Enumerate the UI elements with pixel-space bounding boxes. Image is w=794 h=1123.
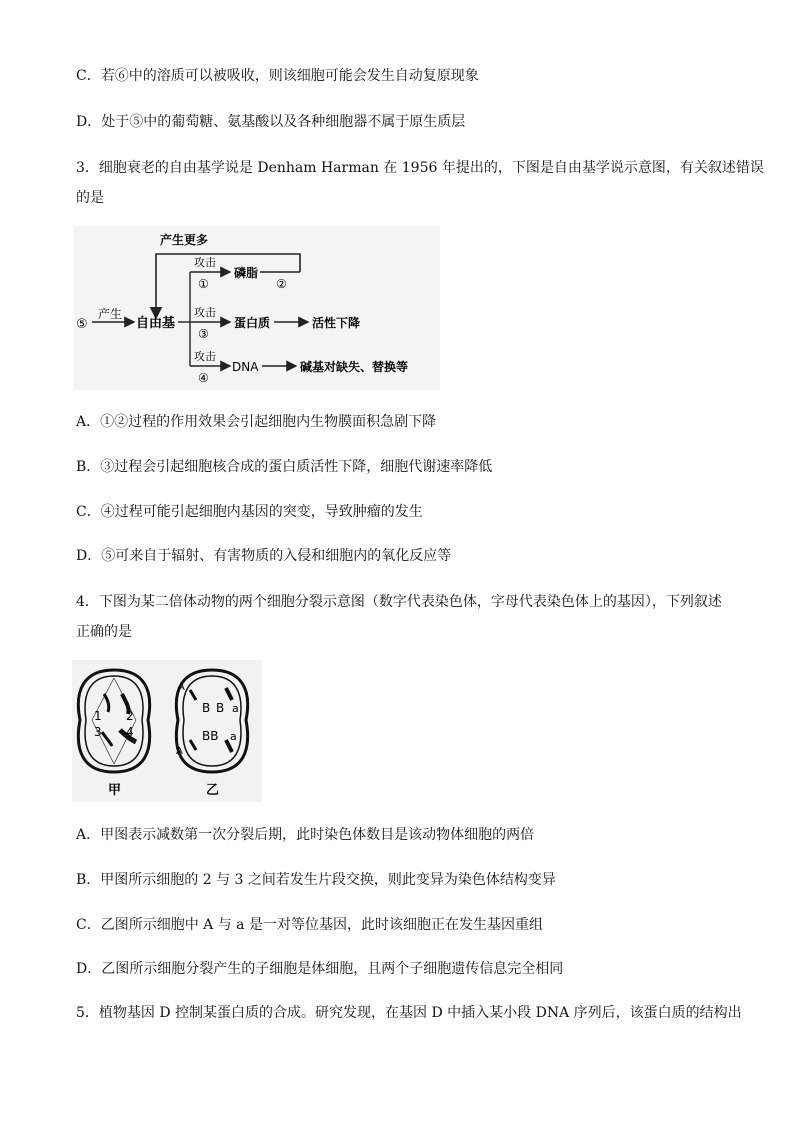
q4-stem-line1: 4．下图为某二倍体动物的两个细胞分裂示意图（数字代表染色体，字母代表染色体上的基因），下列叙述 xyxy=(76,594,722,610)
base-label: 碱基对缺失、替换等 xyxy=(300,360,409,374)
label-4: ④ xyxy=(198,371,209,385)
q2-option-c: C．若⑥中的溶质可以被吸收，则该细胞可能会发生自动复原现象 xyxy=(76,68,479,84)
protein-label: 蛋白质 xyxy=(234,316,271,330)
q4-option-a: A．甲图表示减数第一次分裂后期，此时染色体数目是该动物体细胞的两倍 xyxy=(76,827,535,843)
phospholipid-label: 磷脂 xyxy=(234,266,259,280)
gene-a-bottom: a xyxy=(230,730,237,743)
q3-option-d: D．⑤可来自于辐射、有害物质的入侵和细胞内的氧化反应等 xyxy=(76,548,452,564)
q3-option-c: C．④过程可能引起细胞内基因的突变，导致肿瘤的发生 xyxy=(76,504,423,520)
dna-label: DNA xyxy=(232,360,259,374)
label-5: ⑤ xyxy=(76,317,88,332)
q5-stem-line1: 5．植物基因 D 控制某蛋白质的合成。研究发现，在基因 D 中插入某小段 DNA 序列后，该蛋白质的结构出 xyxy=(76,1005,742,1021)
attack-label-2: 攻击 xyxy=(194,306,216,319)
q3-stem-line1: 3．细胞衰老的自由基学说是 Denham Harman 在 1956 年提出的，下图是自由基学说示意图，有关叙述错误 xyxy=(76,160,764,176)
produce-label: 产生 xyxy=(98,307,123,321)
attack-label-1: 攻击 xyxy=(194,256,216,269)
chromosome-4: 4 xyxy=(126,725,134,739)
attack-label-3: 攻击 xyxy=(194,350,216,363)
free-radical-diagram xyxy=(74,226,440,390)
gene-B-top-1: B xyxy=(202,701,211,715)
gene-A-bottom: A xyxy=(176,746,183,757)
gene-B-top-2: B xyxy=(216,701,225,715)
free-radical-diagram-svg xyxy=(74,226,440,390)
q4-stem-line2: 正确的是 xyxy=(76,624,132,640)
gene-a-top: a xyxy=(232,702,239,715)
q3-stem-line2: 的是 xyxy=(76,190,104,206)
gene-A-top: A xyxy=(178,682,185,693)
q2-option-d: D．处于⑤中的葡萄糖、氨基酸以及各种细胞器不属于原生质层 xyxy=(76,114,466,130)
label-3: ③ xyxy=(198,327,209,341)
cell-division-svg xyxy=(72,660,262,802)
activity-label: 活性下降 xyxy=(312,316,361,330)
gene-BB-bottom: BB xyxy=(202,729,219,743)
label-yi: 乙 xyxy=(206,783,220,798)
chromosome-2: 2 xyxy=(126,709,134,723)
radical-label: 自由基 xyxy=(136,316,176,331)
cell-division-figure xyxy=(72,660,262,802)
q3-option-a: A．①②过程的作用效果会引起细胞内生物膜面积急剧下降 xyxy=(76,414,437,430)
label-jia: 甲 xyxy=(108,783,122,798)
chromosome-3: 3 xyxy=(94,725,102,739)
more-label: 产生更多 xyxy=(160,233,209,247)
chromosome-1: 1 xyxy=(94,709,102,723)
q4-option-b: B．甲图所示细胞的 2 与 3 之间若发生片段交换，则此变异为染色体结构变异 xyxy=(76,872,556,888)
q4-option-c: C．乙图所示细胞中 A 与 a 是一对等位基因，此时该细胞正在发生基因重组 xyxy=(76,917,543,933)
label-2: ② xyxy=(276,277,287,291)
q4-option-d: D．乙图所示细胞分裂产生的子细胞是体细胞，且两个子细胞遗传信息完全相同 xyxy=(76,961,564,977)
label-1: ① xyxy=(198,277,209,291)
q3-option-b: B．③过程会引起细胞核合成的蛋白质活性下降，细胞代谢速率降低 xyxy=(76,459,493,475)
